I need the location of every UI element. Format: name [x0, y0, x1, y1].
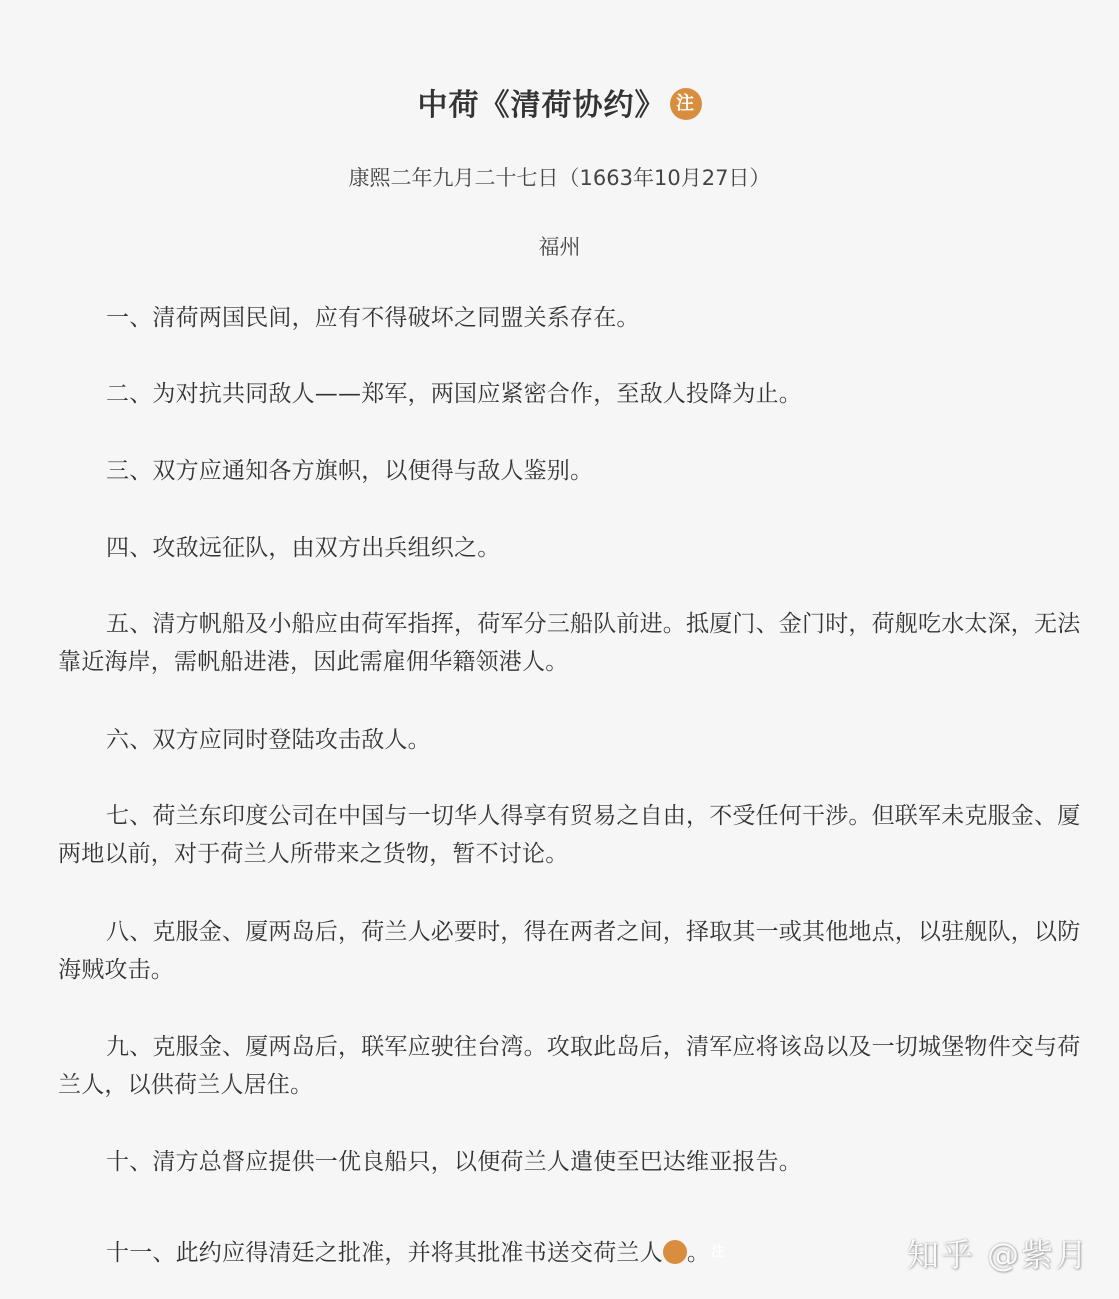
article-4: 四、攻敌远征队，由双方出兵组织之。 [106, 535, 501, 561]
article-11-end: 。 [686, 1240, 711, 1266]
article-6: 六、双方应同时登陆攻击敌人。 [106, 727, 431, 753]
article-10: 十、清方总督应提供一优良船只，以便荷兰人遣使至巴达维亚报告。 [106, 1149, 802, 1175]
watermark: 知乎 @紫月 [906, 1236, 1089, 1274]
article-5: 五、清方帆船及小船应由荷军指挥，荷军分三船队前进。抵厦门、金门时，荷舰吃水太深，无法靠近海岸，需帆船进港，因此需雇佣华籍领港人。 [58, 611, 1081, 675]
document-place: 福州 [538, 235, 581, 259]
article-2: 二、为对抗共同敌人——郑军，两国应紧密合作，至敌人投降为止。 [106, 381, 802, 407]
title-note-icon[interactable]: 注 [670, 88, 702, 120]
document-date: 康熙二年九月二十七日（1663年10月27日） [348, 166, 771, 190]
article-9: 九、克服金、厦两岛后，联军应驶往台湾。攻取此岛后，清军应将该岛以及一切城堡物件交与荷兰人，以供荷兰人居住。 [58, 1034, 1081, 1098]
article-11-text: 十一、此约应得清廷之批准，并将其批准书送交荷兰人 [106, 1240, 663, 1266]
document-title [0, 80, 1119, 124]
title-text: 中荷《清荷协约》 [417, 88, 666, 123]
article-3: 三、双方应通知各方旗帜，以便得与敌人鉴别。 [106, 458, 594, 484]
article-7: 七、荷兰东印度公司在中国与一切华人得享有贸易之自由，不受任何干涉。但联军未克服金、厦两地以前，对于荷兰人所带来之货物，暂不讨论。 [58, 803, 1081, 867]
article-11-note-icon[interactable]: 注 [663, 1240, 687, 1264]
article-8: 八、克服金、厦两岛后，荷兰人必要时，得在两者之间，择取其一或其他地点，以驻舰队，以防海贼攻击。 [58, 919, 1081, 983]
article-1: 一、清荷两国民间，应有不得破坏之同盟关系存在。 [106, 305, 640, 331]
